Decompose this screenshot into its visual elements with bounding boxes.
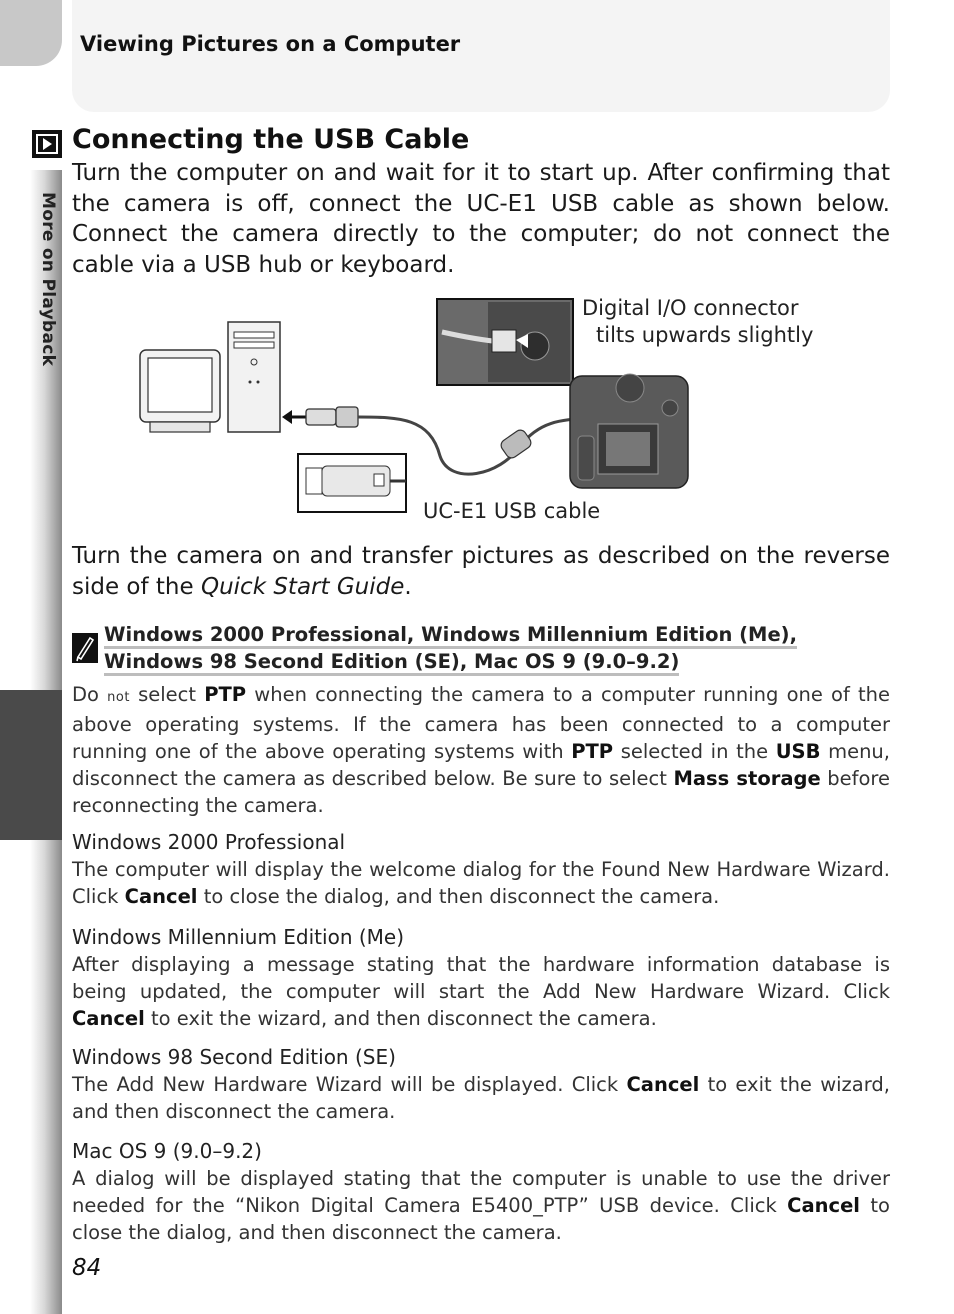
section-title: Connecting the USB Cable [72, 124, 470, 155]
page-number: 84 [72, 1255, 102, 1281]
usb-plug-icon [306, 407, 358, 427]
connector-caption-line1: Digital I/O connector [582, 296, 799, 320]
note-paragraph: Do not select PTP when connecting the camera to a computer running one of the above operating systems. If the camera has been connected to a computer running one of the above operating systems with PTP selected in the USB menu, disconnect the camera as described below. Be sure to select Mass storage before reconnecting the camera. [72, 683, 890, 817]
os-heading-win2000: Windows 2000 Professional [72, 830, 346, 854]
side-chapter-label: More on Playback [38, 192, 58, 367]
note-pencil-icon [72, 633, 98, 663]
side-chapter-marker [0, 690, 62, 840]
note-heading: Windows 2000 Professional, Windows Millennium Edition (Me), Windows 98 Second Edition (SE), Mac OS 9 (9.0–9.2) [104, 621, 890, 675]
connector-detail [437, 299, 573, 385]
transfer-paragraph: Turn the camera on and transfer pictures as described on the reverse side of the Quick Start Guide. [72, 543, 890, 600]
playback-icon [32, 130, 62, 158]
monitor-icon [140, 350, 220, 432]
os-heading-macos9: Mac OS 9 (9.0–9.2) [72, 1139, 262, 1163]
os-heading-win98: Windows 98 Second Edition (SE) [72, 1045, 396, 1069]
os-text-win98: The Add New Hardware Wizard will be displayed. Click Cancel to exit the wizard, and then disconnect the camera. [72, 1073, 890, 1123]
cable-caption: UC-E1 USB cable [423, 499, 601, 523]
os-text-winme: After displaying a message stating that the hardware information database is being updated, the computer will start the Add New Hardware Wizard. Click Cancel to exit the wizard, and then disconnect the camera. [72, 953, 890, 1030]
intro-paragraph: Turn the computer on and wait for it to start up. After confirming that the camera is off, connect the UC-E1 USB cable as shown below. Connect the camera directly to the computer; do not connect the cable via a USB hub or keyboard. [72, 160, 890, 278]
usb-plug-detail [298, 454, 406, 512]
connector-caption-line2: tilts upwards slightly [596, 323, 814, 347]
header-box [72, 0, 890, 112]
os-text-win2000: The computer will display the welcome dialog for the Found New Hardware Wizard. Click Cancel to close the dialog, and then disconnect the camera. [72, 858, 890, 908]
arrow-left-icon [282, 410, 306, 424]
os-text-macos9: A dialog will be displayed stating that the computer is unable to use the driver needed for the “Nikon Digital Camera E5400_PTP” USB device. Click Cancel to close the dialog, and then disconnect the camera. [72, 1167, 890, 1244]
os-heading-winme: Windows Millennium Edition (Me) [72, 925, 405, 949]
corner-tab [0, 0, 62, 66]
page-header-title: Viewing Pictures on a Computer [80, 32, 461, 56]
camera-icon [570, 374, 688, 488]
computer-tower-icon [228, 322, 280, 432]
